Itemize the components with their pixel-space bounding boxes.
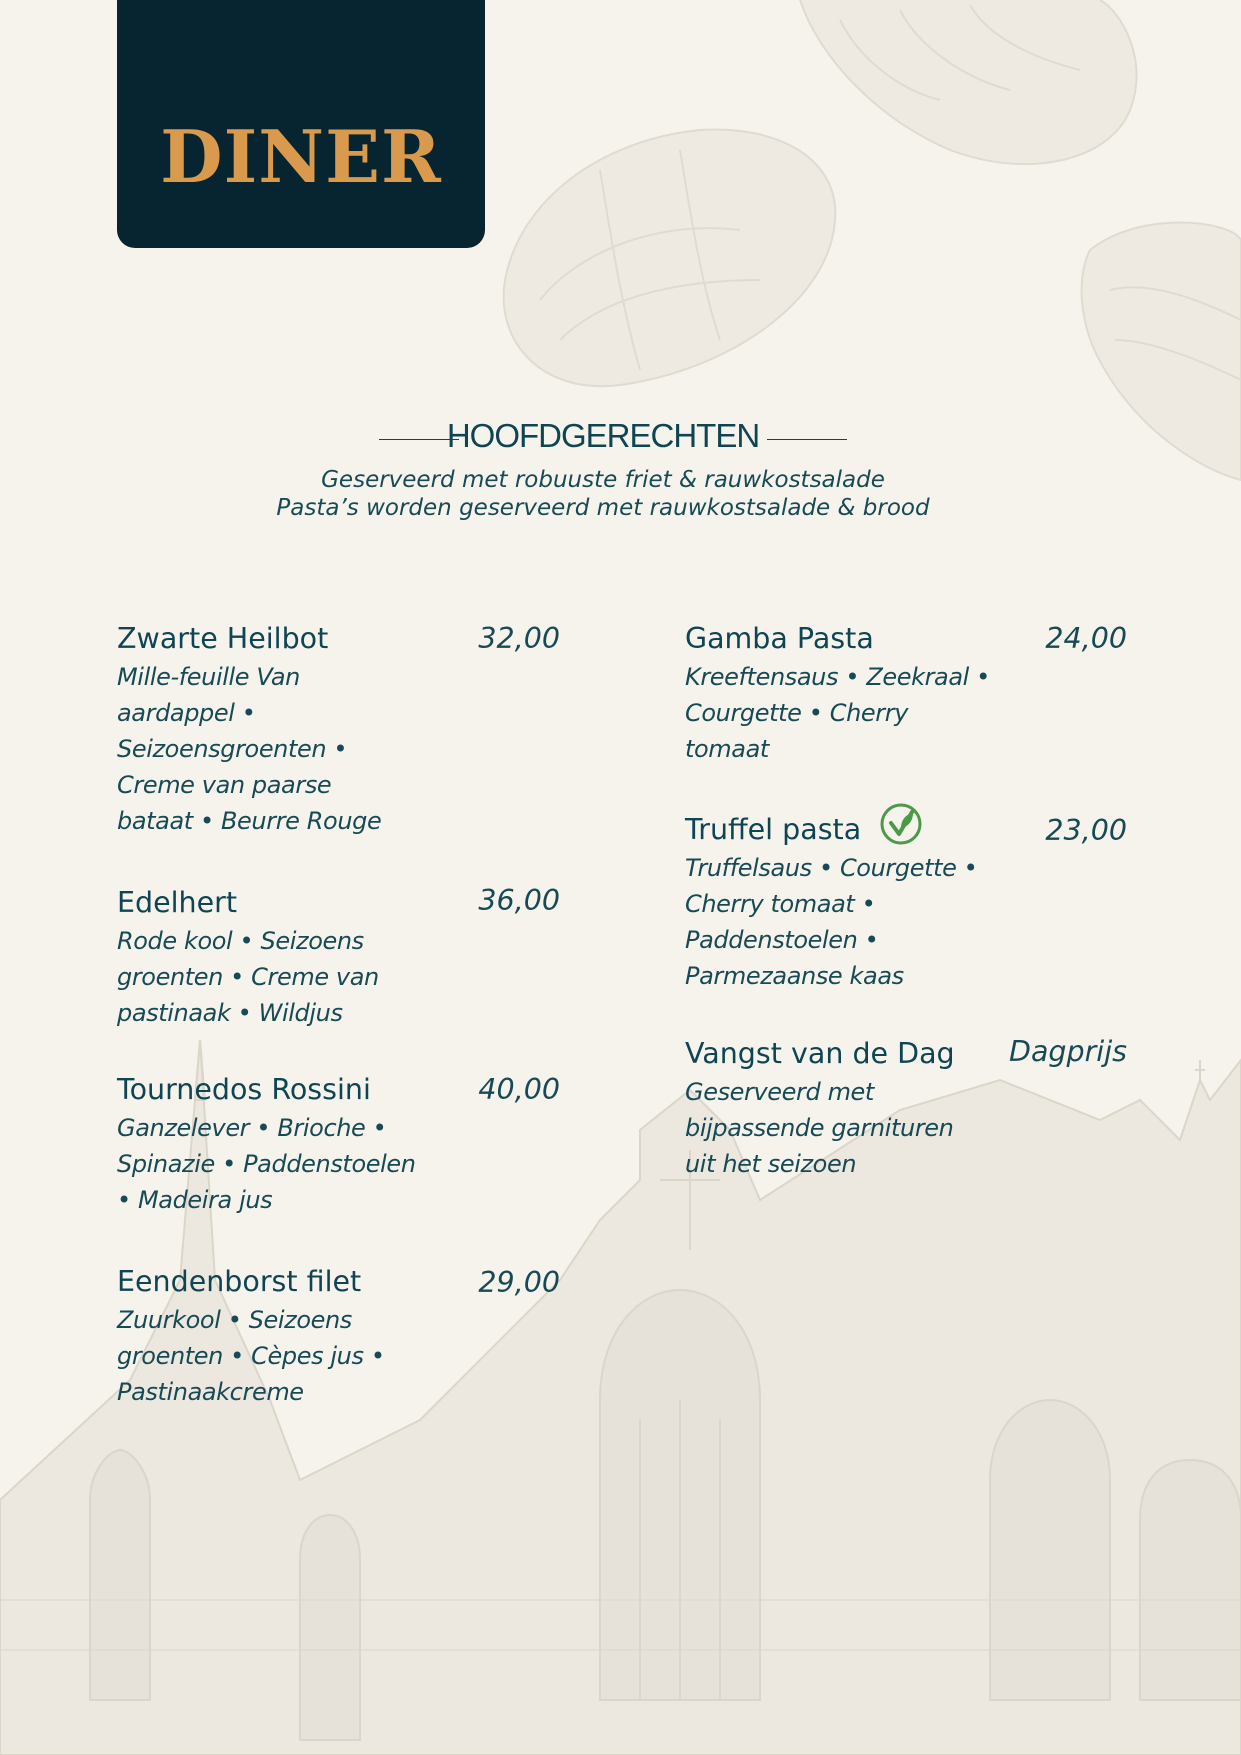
dish-description: Rode kool • Seizoens groenten • Creme van pastinaak • Wildjus: [117, 927, 379, 1027]
dish-name: Tournedos Rossini: [117, 1073, 371, 1106]
vegetarian-leaf-icon: [879, 802, 923, 846]
menu-item-eendenborst-filet: [117, 1264, 457, 1410]
dish-description: Mille-feuille Van aardappel • Seizoensgroenten • Creme van paarse bataat • Beurre Rouge: [117, 663, 382, 835]
section-title: HOOFDGERECHTEN: [446, 417, 760, 454]
menu-item-gamba-pasta: [685, 621, 1025, 767]
dish-description: Geserveerd met bijpassende garnituren uit het seizoen: [685, 1078, 954, 1178]
dish-description: Ganzelever • Brioche • Spinazie • Paddenstoelen • Madeira jus: [117, 1114, 416, 1214]
dish-price: 23,00: [1045, 814, 1127, 847]
dish-name: Eendenborst filet: [117, 1265, 362, 1298]
menu-title: DINER: [160, 114, 442, 199]
dish-price: 36,00: [478, 884, 560, 917]
dish-description: Kreeftensaus • Zeekraal • Courgette • Cherry tomaat: [685, 663, 990, 763]
dish-name: Edelhert: [117, 886, 238, 919]
dish-price: Dagprijs: [1009, 1035, 1127, 1068]
menu-item-truffel-pasta: [685, 812, 1025, 994]
heading-rule-right: [767, 439, 847, 440]
dish-name: Vangst van de Dag: [685, 1037, 955, 1070]
dish-price: 32,00: [478, 622, 560, 655]
menu-item-tournedos-rossini: [117, 1072, 457, 1218]
dish-description: Truffelsaus • Courgette • Cherry tomaat • Paddenstoelen • Parmezaanse kaas: [685, 854, 978, 990]
section-subtitle-line: Geserveerd met robuuste friet & rauwkostsalade: [321, 467, 885, 493]
section-subtitle-line: Pasta’s worden geserveerd met rauwkostsalade & brood: [276, 495, 930, 521]
dish-name: Truffel pasta: [685, 813, 862, 846]
dish-name: Gamba Pasta: [685, 622, 874, 655]
dish-price: 29,00: [478, 1266, 560, 1299]
dish-price: 24,00: [1045, 622, 1127, 655]
dish-price: 40,00: [478, 1073, 560, 1106]
bread-sketch: [504, 0, 1241, 480]
menu-item-zwarte-heilbot: [117, 621, 457, 839]
dish-description: Zuurkool • Seizoens groenten • Cèpes jus • Pastinaakcreme: [117, 1306, 385, 1406]
title-banner: [117, 0, 485, 248]
dish-name: Zwarte Heilbot: [117, 622, 329, 655]
menu-item-edelhert: [117, 885, 457, 1031]
